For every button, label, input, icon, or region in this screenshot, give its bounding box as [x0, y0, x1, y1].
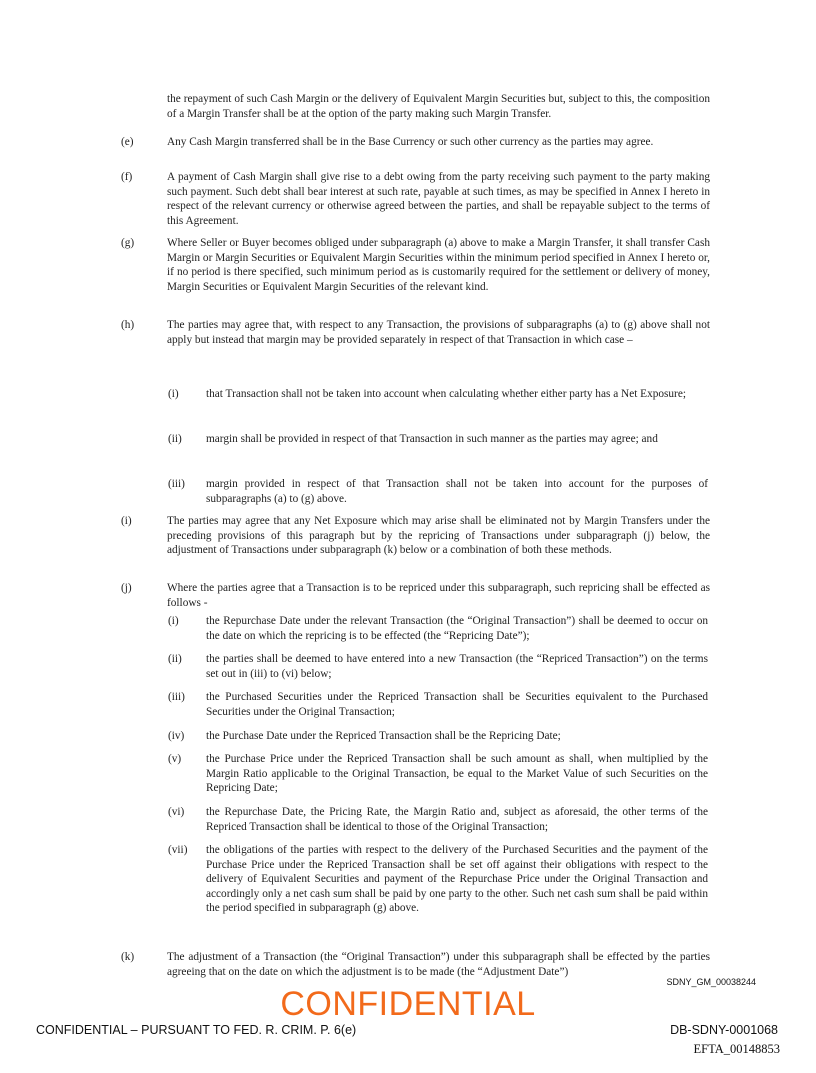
subparagraph-label: (i) [168, 388, 179, 400]
subparagraph-text: the Purchased Securities under the Repriced Transaction shall be Securities equivalent to the Purchased Securities under the Original Transaction; [206, 691, 708, 718]
paragraph-k [121, 950, 710, 979]
bates-number-db: DB-SDNY-0001068 [670, 1023, 778, 1037]
paragraph-text: Where Seller or Buyer becomes obliged under subparagraph (a) above to make a Margin Transfer, it shall transfer Cash Margin or Margin Securities or Equivalent Margin Securities within the minimum period specified in Annex I hereto or, if no period is there specified, such minimum period as is customarily required for the settlement or delivery of money, Margin Securities or Equivalent Margin Securities of the relevant kind. [167, 237, 710, 293]
paragraph-g [121, 236, 710, 294]
paragraph-label: (j) [121, 582, 132, 594]
subparagraph-label: (ii) [168, 433, 182, 445]
subparagraph-label: (ii) [168, 653, 182, 665]
subparagraph-text: that Transaction shall not be taken into account when calculating whether either party has a Net Exposure; [206, 388, 686, 400]
paragraph-label: (k) [121, 951, 135, 963]
paragraph-text: A payment of Cash Margin shall give rise to a debt owing from the party receiving such payment to the party making such payment. Such debt shall bear interest at such rate, payable at such times, as may be specified in Annex I hereto in respect of the relevant currency or otherwise agreed between the parties, and shall be repayable subject to the terms of this Agreement. [167, 171, 710, 227]
paragraph-text: Where the parties agree that a Transaction is to be repriced under this subparagraph, such repricing shall be effected as follows - [167, 582, 710, 609]
confidential-notice: CONFIDENTIAL – PURSUANT TO FED. R. CRIM. P. 6(e) [36, 1023, 357, 1037]
subparagraph-text: the Purchase Price under the Repriced Transaction shall be such amount as shall, when multiplied by the Margin Ratio applicable to the Original Transaction, be equal to the Market Value of such Securities on the Repricing Date; [206, 753, 708, 795]
subparagraph-label: (iii) [168, 691, 185, 703]
paragraph-j-vi [168, 805, 708, 834]
paragraph-j-i [168, 614, 708, 643]
paragraph-j-iii [168, 690, 708, 719]
subparagraph-label: (iv) [168, 730, 185, 742]
paragraph-j-iv [168, 729, 708, 744]
subparagraph-label: (vii) [168, 844, 188, 856]
paragraph-h [121, 318, 710, 347]
paragraph-j-v [168, 752, 708, 796]
subparagraph-label: (vi) [168, 806, 185, 818]
subparagraph-label: (v) [168, 753, 182, 765]
efta-number: EFTA_00148853 [693, 1042, 780, 1056]
subparagraph-text: the Repurchase Date under the relevant Transaction (the “Original Transaction”) shall be deemed to occur on the date on which the repricing is to be effected (the “Repricing Date”); [206, 615, 708, 642]
confidential-stamp: CONFIDENTIAL [280, 985, 536, 1023]
paragraph-h-ii [168, 432, 708, 447]
paragraph-text: The adjustment of a Transaction (the “Original Transaction”) under this subparagraph shall be effected by the parties agreeing that on the date on which the adjustment is to be made (the “Adjustment Date”) [167, 951, 710, 978]
subparagraph-label: (i) [168, 615, 179, 627]
paragraph-j-ii [168, 652, 708, 681]
paragraph-f [121, 170, 710, 228]
paragraph-text: The parties may agree that, with respect to any Transaction, the provisions of subparagraphs (a) to (g) above shall not apply but instead that margin may be provided separately in respect of that Transaction in which case – [167, 319, 710, 346]
paragraph-h-i [168, 387, 708, 402]
subparagraph-text: margin shall be provided in respect of that Transaction in such manner as the parties may agree; and [206, 433, 658, 445]
subparagraph-text: the Purchase Date under the Repriced Transaction shall be the Repricing Date; [206, 730, 561, 742]
subparagraph-text: the Repurchase Date, the Pricing Rate, the Margin Ratio and, subject as aforesaid, the other terms of the Repriced Transaction shall be identical to those of the Original Transaction; [206, 806, 708, 833]
bates-number-small: SDNY_GM_00038244 [666, 977, 756, 987]
subparagraph-text: margin provided in respect of that Transaction shall not be taken into account for the purposes of subparagraphs (a) to (g) above. [206, 478, 708, 505]
paragraph-label: (i) [121, 515, 132, 527]
subparagraph-text: the obligations of the parties with respect to the delivery of the Purchased Securities and the payment of the Purchase Price under the Repriced Transaction shall be set off against their obligations with respect to the delivery of Equivalent Securities and payment of the Repurchase Price under the Original Transaction and accordingly only a net cash sum shall be paid by one party to the other. Such net cash sum shall be paid within the period specified in subparagraph (g) above. [206, 844, 708, 915]
paragraph-label: (g) [121, 237, 135, 249]
paragraph-j-vii [168, 843, 708, 916]
subparagraph-text: the parties shall be deemed to have entered into a new Transaction (the “Repriced Transaction”) on the terms set out in (iii) to (vi) below; [206, 653, 708, 680]
paragraph-e [121, 135, 710, 150]
paragraph-text: The parties may agree that any Net Exposure which may arise shall be eliminated not by Margin Transfers under the preceding provisions of this paragraph but by the repricing of Transactions under subparagraph (j) below, the adjustment of Transactions under subparagraph (k) below or a combination of both these methods. [167, 515, 710, 557]
paragraph-text: Any Cash Margin transferred shall be in the Base Currency or such other currency as the parties may agree. [167, 136, 654, 148]
subparagraph-label: (iii) [168, 478, 185, 490]
paragraph-label: (e) [121, 136, 134, 148]
paragraph-h-iii [168, 477, 708, 506]
paragraph-label: (h) [121, 319, 135, 331]
paragraph-i [121, 514, 710, 558]
continued-paragraph-fragment: the repayment of such Cash Margin or the delivery of Equivalent Margin Securities but, subject to this, the composition of a Margin Transfer shall be at the option of the party making such Margin Transfer. [167, 93, 710, 120]
paragraph-j [121, 581, 710, 610]
paragraph-label: (f) [121, 171, 133, 183]
